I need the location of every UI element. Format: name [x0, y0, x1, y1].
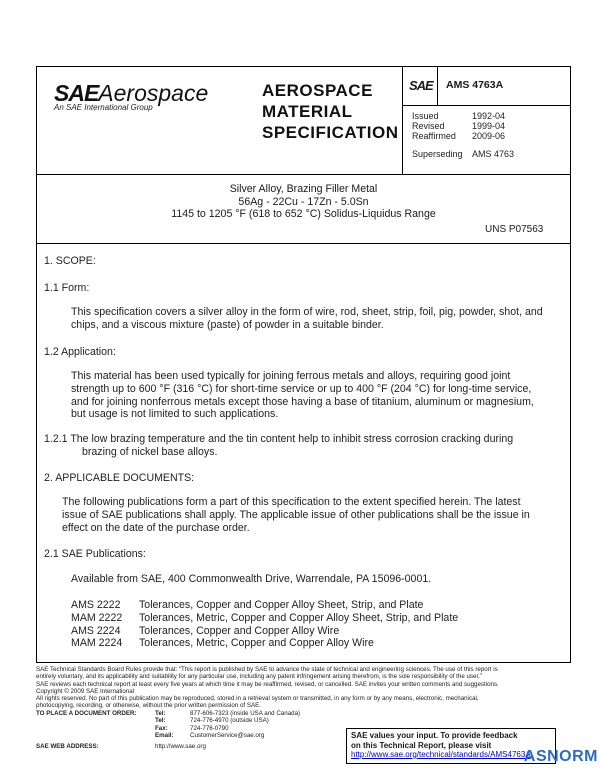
fax-label: Fax:: [155, 724, 168, 732]
tel-label: Tel:: [155, 710, 166, 717]
logo-sae-text: SAE: [54, 80, 99, 106]
feedback-link[interactable]: http://www.sae.org/technical/standards/AMS4763A: [351, 750, 531, 759]
footer-line: photocopying, recording, or otherwise, without the prior written permission of SAE.: [36, 702, 261, 710]
paragraph-line: brazing of nickel base alloys.: [82, 445, 218, 458]
list-item: [71, 612, 458, 625]
material-title-line1: Silver Alloy, Brazing Filler Metal: [229, 183, 378, 195]
list-item: [71, 625, 458, 638]
date-revised-row: [412, 121, 562, 131]
sae-mark-divider: [437, 66, 438, 105]
spec-title-line1: AEROSPACE: [262, 81, 373, 100]
uns-number: UNS P07563: [485, 224, 544, 235]
publication-code: AMS 2222: [71, 599, 121, 611]
order-row: [36, 717, 346, 724]
superseding-label: Superseding: [412, 149, 463, 159]
paragraph-line: strength up to 600 °F (316 °C) for short-time service or up to 400 °F (204 °C) for long-time service,: [71, 382, 532, 395]
feedback-line: on this Technical Report, please visit: [351, 740, 492, 750]
material-title-block: [36, 183, 571, 221]
footer-line: Copyright © 2009 SAE International: [36, 687, 135, 695]
feedback-line: SAE values your input. To provide feedback: [351, 731, 518, 740]
fax-value: 724-776-0790: [190, 724, 229, 732]
spec-title-line2: MATERIAL: [262, 102, 353, 121]
date-value: 1999-04: [472, 121, 506, 131]
date-label: Revised: [412, 121, 445, 131]
docnum-divider: [402, 105, 571, 106]
section-1-2-heading: 1.2 Application:: [44, 346, 116, 358]
section-2-text: [62, 496, 530, 534]
tel-label: Tel:: [155, 717, 166, 725]
date-value: 2009-06: [472, 131, 506, 141]
material-title-line3: 1145 to 1205 °F (618 to 652 °C) Solidus-Liquidus Range: [171, 208, 436, 220]
date-reaffirmed-row: [412, 131, 562, 141]
publication-title: Tolerances, Metric, Copper and Copper Alloy Wire: [139, 637, 374, 650]
tel-value: 724-776-4970 (outside USA): [190, 717, 269, 725]
logo-aerospace-text: Aerospace: [98, 80, 209, 106]
email-link[interactable]: CustomerService@sae.org: [190, 731, 265, 739]
publications-list: [71, 599, 458, 650]
spec-title: [262, 80, 399, 143]
paragraph-line: This material has been used typically for joining ferrous metals and alloys, requiring good joint: [71, 370, 511, 382]
asnorm-watermark: ASNORM: [523, 748, 598, 765]
date-issued-row: [412, 111, 562, 121]
web-label: SAE WEB ADDRESS:: [36, 743, 99, 751]
publication-title: Tolerances, Copper and Copper Alloy Wire: [139, 624, 340, 637]
footer-line: SAE reviews each technical report at least every five years at which time it may be reaffirmed, revised, or cancelled. SAE invites your written comments and suggestions.: [36, 680, 499, 688]
order-label: TO PLACE A DOCUMENT ORDER:: [36, 710, 137, 717]
paragraph-line: and for joining nonferrous metals except those having a base of titanium, aluminum or magnesium,: [71, 395, 534, 408]
list-item: [71, 637, 458, 650]
header-right-divider: [402, 66, 403, 174]
paragraph-line: effect on the date of the purchase order.: [62, 521, 250, 534]
list-item: [71, 599, 458, 612]
section-2-1-heading: 2.1 SAE Publications:: [44, 548, 146, 560]
superseding-value: AMS 4763: [472, 149, 515, 159]
date-value: 1992-04: [472, 111, 506, 121]
section-1-2-text: [71, 370, 534, 421]
spec-title-line3: SPECIFICATION: [262, 123, 399, 142]
section-1-1-heading: 1.1 Form:: [44, 282, 90, 294]
footer-line: SAE Technical Standards Board Rules provide that: “This report is published by SAE to advance the state of technical and engineering sciences. The use of this report is: [36, 666, 498, 673]
footer-legal: [36, 666, 576, 710]
section-1-1-text: [71, 306, 543, 332]
order-row: [36, 743, 346, 750]
header-divider: [36, 174, 571, 175]
section-1-heading: 1. SCOPE:: [44, 255, 96, 267]
paragraph-line: 1.2.1 The low brazing temperature and the tin content help to inhibit stress corrosion cracking during: [44, 433, 514, 445]
paragraph-line: This specification covers a silver alloy in the form of wire, rod, sheet, strip, foil, pig, powder, shot, and: [71, 306, 543, 318]
material-title-line2: 56Ag - 22Cu - 17Zn - 5.0Sn: [238, 195, 369, 208]
publication-code: MAM 2222: [71, 611, 123, 624]
document-number: AMS 4763A: [446, 79, 504, 91]
paragraph-line: issue of SAE publications shall apply. The applicable issue of other publications shall be the issue in: [62, 508, 530, 521]
date-label: Issued: [412, 111, 439, 121]
order-row: [36, 710, 346, 717]
footer-line: All rights reserved. No part of this publication may be reproduced, stored in a retrieval system or transmitted, in any form or by any means, electronic, mechanical,: [36, 695, 479, 703]
order-info: [36, 710, 346, 750]
publication-title: Tolerances, Copper and Copper Alloy Sheet, Strip, and Plate: [139, 599, 424, 611]
superseding-row: [412, 149, 562, 159]
publication-title: Tolerances, Metric, Copper and Copper Alloy Sheet, Strip, and Plate: [139, 611, 459, 624]
section-1-2-1-text: [44, 433, 513, 459]
order-row: [36, 725, 346, 732]
paragraph-line: but usage is not limited to such applications.: [71, 408, 279, 421]
web-link[interactable]: http://www.sae.org: [155, 743, 206, 751]
section-2-heading: 2. APPLICABLE DOCUMENTS:: [44, 472, 195, 484]
paragraph-line: The following publications form a part of this specification to the extent specified herein. The latest: [62, 496, 521, 508]
order-row: [36, 732, 346, 739]
section-2-1-text: Available from SAE, 400 Commonwealth Drive, Warrendale, PA 15096-0001.: [71, 573, 432, 585]
logo-subtitle: An SAE International Group: [54, 103, 153, 112]
publication-code: MAM 2224: [71, 637, 123, 650]
tel-value: 877-606-7323 (inside USA and Canada): [190, 710, 301, 717]
email-label: Email:: [155, 731, 174, 739]
paragraph-line: chips, and a viscous mixture (paste) of powder in a suitable binder.: [71, 318, 384, 331]
sae-mark-logo: SAE: [409, 78, 433, 93]
title-divider: [36, 243, 571, 244]
publication-code: AMS 2224: [71, 624, 121, 637]
date-label: Reaffirmed: [412, 131, 456, 141]
dates-block: [412, 111, 562, 159]
footer-line: entirely voluntary, and its applicability and suitability for any particular use, including any patent infringement arising therefrom, is the sole responsibility of the user.”: [36, 673, 482, 681]
